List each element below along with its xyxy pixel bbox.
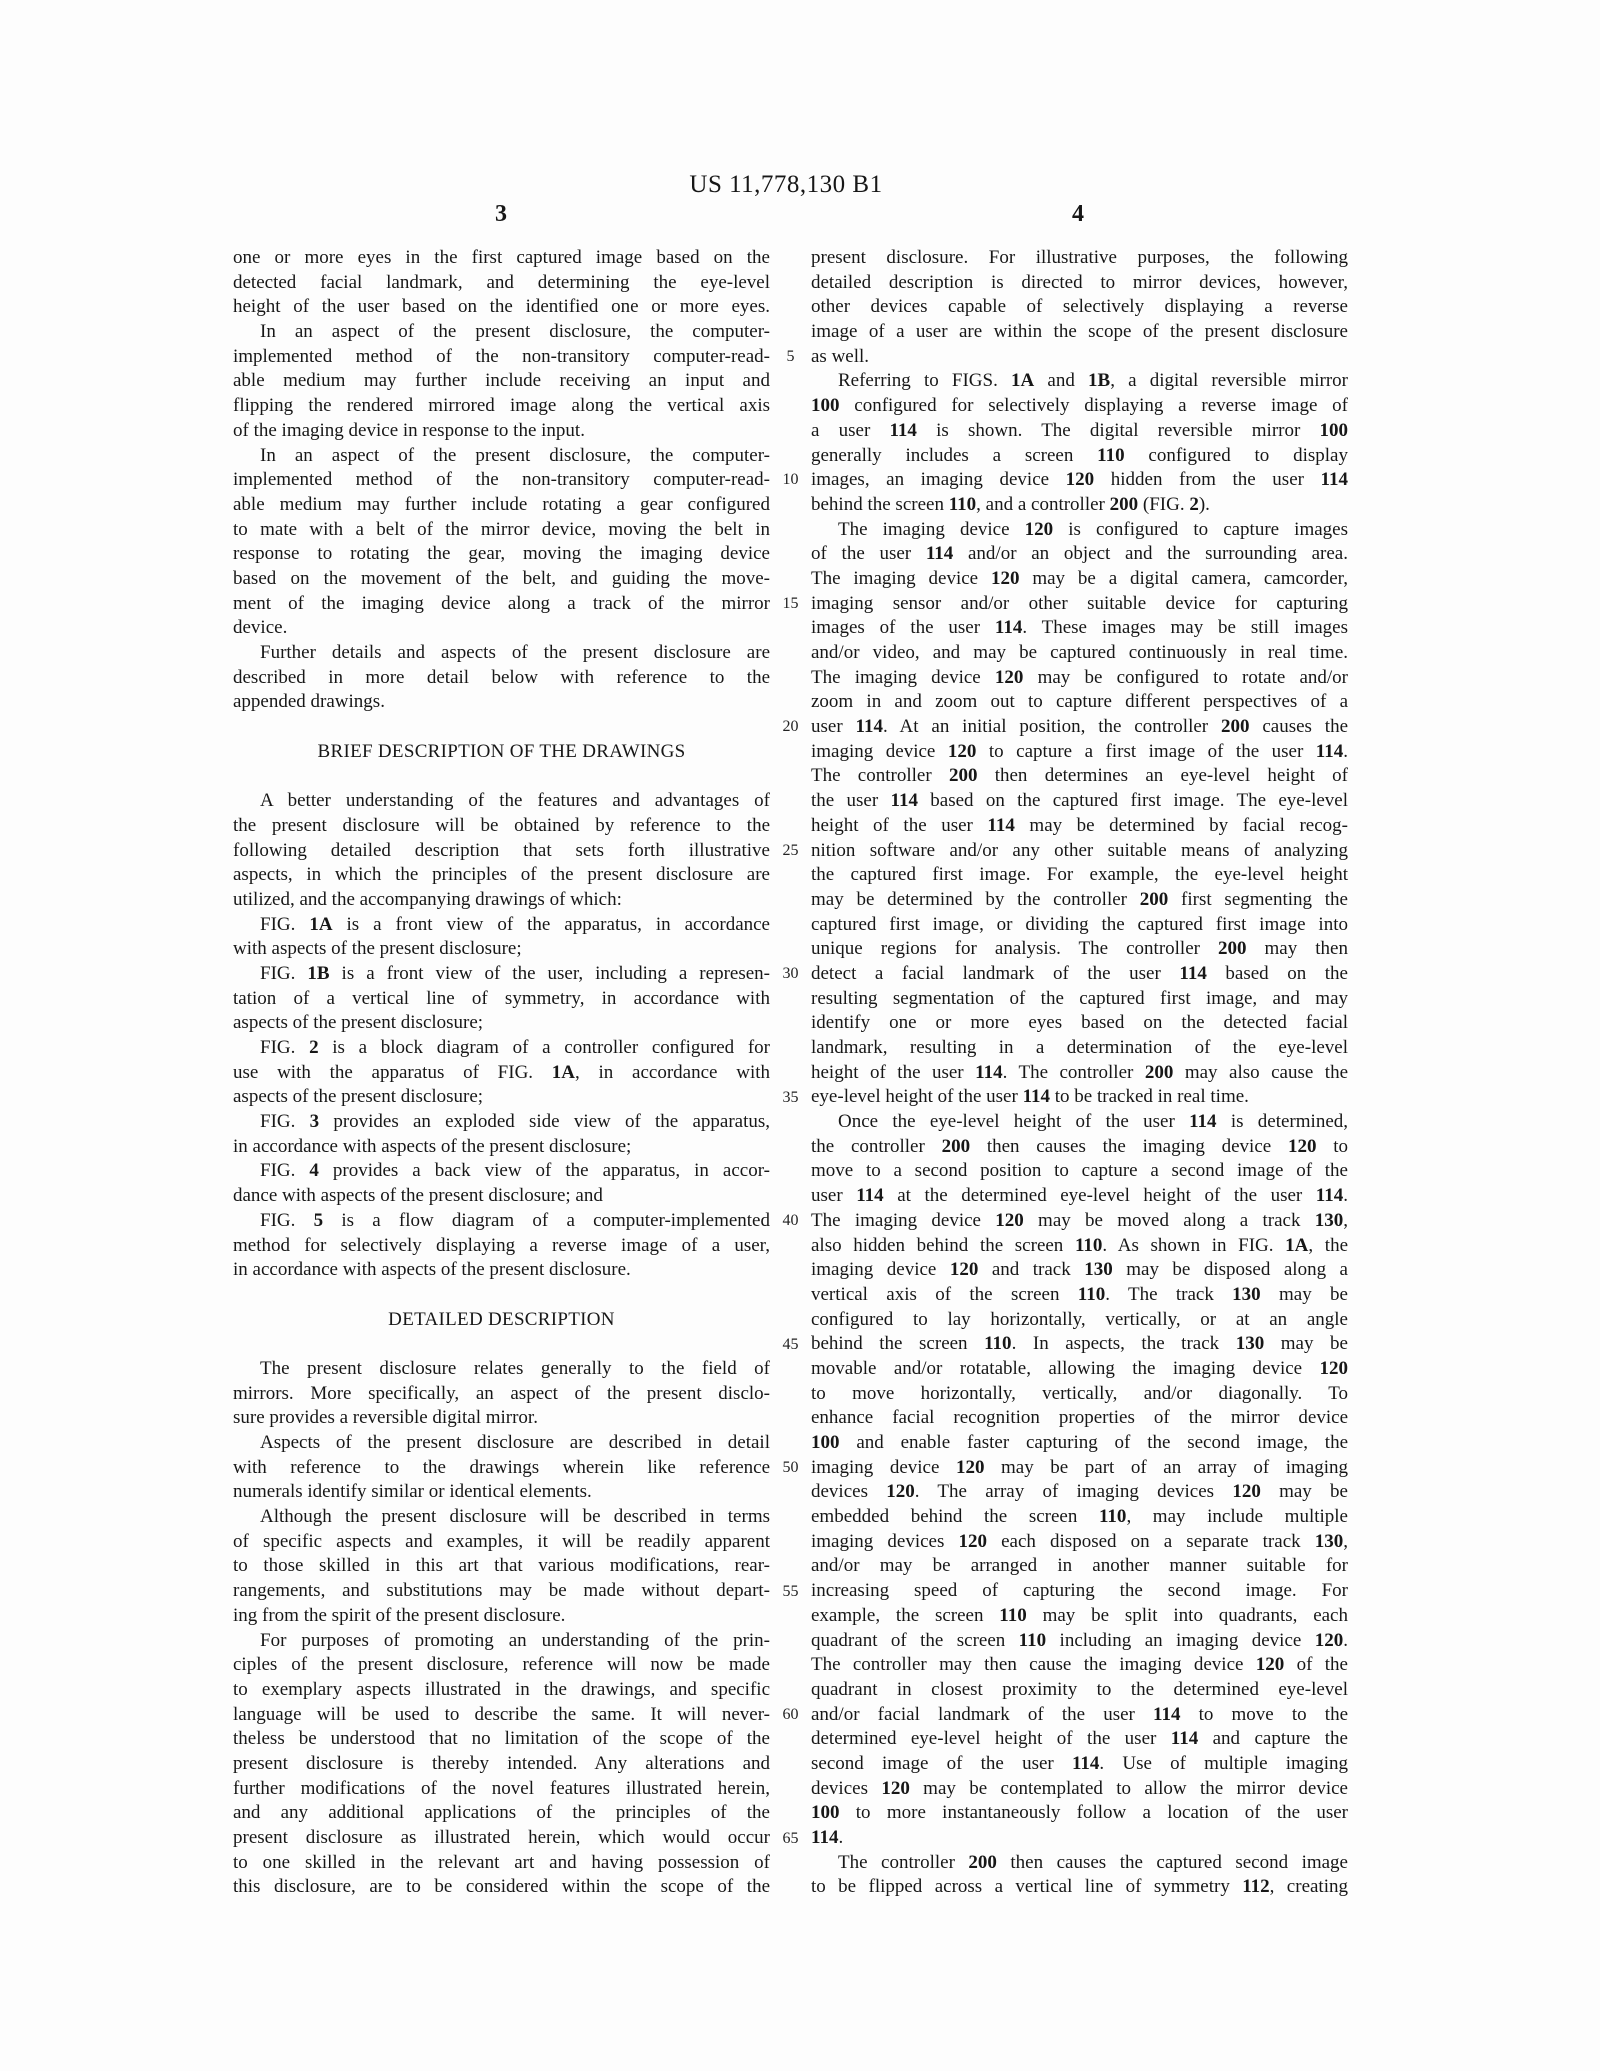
text-line: imaging sensor and/or other suitable device for capturing bbox=[811, 592, 1348, 614]
text-line: of the user 114 and/or an object and the surrounding area. bbox=[811, 543, 1348, 565]
text-line: height of the user based on the identified one or more eyes. bbox=[233, 296, 770, 318]
text-line: height of the user 114 may be determined by facial recog- bbox=[811, 814, 1348, 836]
reference-numeral: 114 bbox=[1315, 1185, 1344, 1207]
text-line: In an aspect of the present disclosure, the computer- bbox=[260, 321, 770, 343]
reference-numeral: 120 bbox=[990, 567, 1020, 589]
text-line: detailed description is directed to mirror devices, however, bbox=[811, 271, 1348, 293]
text-line: generally includes a screen 110 configured to display bbox=[811, 444, 1348, 466]
reference-numeral: 114 bbox=[1315, 740, 1344, 762]
text-line: also hidden behind the screen 110. As shown in FIG. 1A, the bbox=[811, 1234, 1348, 1256]
reference-numeral: 114 bbox=[855, 716, 883, 738]
gutter-line-number: 55 bbox=[782, 1582, 799, 1600]
text-line: The present disclosure relates generally to the field of bbox=[260, 1357, 770, 1379]
text-line: user 114 at the determined eye-level height of the user 114. bbox=[811, 1185, 1348, 1207]
reference-numeral: 200 bbox=[1144, 1061, 1174, 1083]
reference-numeral: 110 bbox=[1097, 444, 1125, 466]
text-line: one or more eyes in the first captured image based on the bbox=[233, 247, 770, 268]
text-line: The imaging device 120 may be a digital camera, camcorder, bbox=[811, 567, 1348, 589]
reference-numeral: 114 bbox=[925, 543, 954, 565]
text-line: configured to lay horizontally, vertically, or at an angle bbox=[811, 1308, 1348, 1330]
reference-numeral: 130 bbox=[1232, 1283, 1261, 1305]
text-line: In an aspect of the present disclosure, the computer- bbox=[260, 444, 770, 466]
text-line: The controller 200 then causes the captured second image bbox=[838, 1851, 1348, 1873]
text-line: 100 to more instantaneously follow a location of the user bbox=[811, 1802, 1348, 1824]
text-line: imaging devices 120 each disposed on a separate track 130, bbox=[811, 1530, 1348, 1552]
text-line: The imaging device 120 may be configured to rotate and/or bbox=[811, 666, 1348, 688]
text-line: increasing speed of capturing the second image. For bbox=[811, 1580, 1348, 1602]
text-line: detected facial landmark, and determining the eye-level bbox=[233, 271, 770, 293]
text-line: FIG. 3 provides an exploded side view of the apparatus, bbox=[260, 1111, 770, 1133]
reference-numeral: 5 bbox=[313, 1209, 324, 1231]
reference-numeral: 130 bbox=[1314, 1530, 1344, 1552]
text-line: implemented method of the non-transitory computer-read- bbox=[233, 345, 770, 367]
text-line: described in more detail below with reference to the bbox=[233, 666, 770, 688]
reference-numeral: 110 bbox=[1074, 1234, 1103, 1256]
text-line: with aspects of the present disclosure; bbox=[233, 938, 522, 960]
text-line: FIG. 2 is a block diagram of a controller configured for bbox=[260, 1037, 770, 1058]
gutter-line-number: 50 bbox=[782, 1459, 799, 1477]
reference-numeral: 130 bbox=[1084, 1259, 1113, 1281]
gutter-line-number: 35 bbox=[782, 1088, 799, 1106]
text-line: flipping the rendered mirrored image along the vertical axis bbox=[233, 395, 770, 417]
text-line: device. bbox=[233, 617, 288, 639]
reference-numeral: 1A bbox=[551, 1061, 576, 1083]
reference-numeral: 120 bbox=[994, 666, 1024, 688]
blank-line bbox=[233, 715, 770, 740]
text-line: method for selectively displaying a reverse image of a user, bbox=[233, 1234, 770, 1256]
reference-numeral: 200 bbox=[1109, 493, 1139, 515]
text-line: nition software and/or any other suitable means of analyzing bbox=[811, 839, 1348, 861]
reference-numeral: 1B bbox=[307, 962, 330, 984]
reference-numeral: 1B bbox=[1088, 370, 1111, 392]
text-line: appended drawings. bbox=[233, 691, 385, 713]
reference-numeral: 3 bbox=[309, 1111, 320, 1133]
gutter-line-number: 10 bbox=[782, 471, 799, 489]
reference-numeral: 114 bbox=[1179, 962, 1207, 984]
text-line: embedded behind the screen 110, may include multiple bbox=[811, 1506, 1348, 1528]
text-line: aspects of the present disclosure; bbox=[233, 1086, 484, 1108]
reference-numeral: 114 bbox=[994, 617, 1023, 639]
section-heading: DETAILED DESCRIPTION bbox=[388, 1308, 615, 1330]
text-line: zoom in and zoom out to capture different perspectives of a bbox=[811, 691, 1348, 713]
text-line: to one skilled in the relevant art and having possession of bbox=[233, 1851, 770, 1873]
reference-numeral: 120 bbox=[1024, 518, 1054, 540]
text-line: user 114. At an initial position, the controller 200 causes the bbox=[811, 716, 1348, 738]
reference-numeral: 200 bbox=[1139, 888, 1169, 910]
reference-numeral: 120 bbox=[955, 1456, 985, 1478]
text-line: FIG. 4 provides a back view of the apparatus, in accor- bbox=[260, 1160, 770, 1182]
reference-numeral: 114 bbox=[1153, 1703, 1181, 1725]
text-line: theless be understood that no limitation of the scope of the bbox=[233, 1728, 770, 1750]
text-line: this disclosure, are to be considered within the scope of the bbox=[233, 1876, 770, 1898]
reference-numeral: 114 bbox=[1320, 469, 1348, 491]
text-line: dance with aspects of the present disclosure; and bbox=[233, 1185, 603, 1207]
reference-numeral: 114 bbox=[889, 419, 917, 441]
text-line: move to a second position to capture a second image of the bbox=[811, 1160, 1348, 1182]
text-line: A better understanding of the features and advantages of bbox=[260, 790, 770, 812]
text-line: the user 114 based on the captured first image. The eye-level bbox=[811, 790, 1348, 812]
text-line: to those skilled in this art that various modifications, rear- bbox=[233, 1555, 770, 1577]
text-line: following detailed description that sets forth illustrative bbox=[233, 839, 770, 861]
text-line: of specific aspects and examples, it will be readily apparent bbox=[233, 1530, 770, 1552]
reference-numeral: 110 bbox=[999, 1604, 1027, 1626]
text-line: FIG. 1B is a front view of the user, including a represen- bbox=[260, 962, 770, 984]
blank-line bbox=[233, 1283, 770, 1308]
text-line: in accordance with aspects of the present disclosure. bbox=[233, 1259, 631, 1281]
reference-numeral: 110 bbox=[1098, 1506, 1127, 1528]
reference-numeral: 200 bbox=[1220, 716, 1250, 738]
reference-numeral: 100 bbox=[1319, 419, 1348, 441]
text-line: and/or facial landmark of the user 114 to move to the bbox=[811, 1703, 1348, 1725]
text-line: Once the eye-level height of the user 114 is determined, bbox=[838, 1111, 1348, 1133]
gutter-line-number: 65 bbox=[782, 1829, 799, 1847]
text-line: detect a facial landmark of the user 114 based on the bbox=[811, 962, 1348, 984]
reference-numeral: 114 bbox=[1170, 1728, 1199, 1750]
reference-numeral: 114 bbox=[975, 1061, 1003, 1083]
text-line: aspects of the present disclosure; bbox=[233, 1012, 484, 1034]
text-line: behind the screen 110. In aspects, the track 130 may be bbox=[811, 1333, 1348, 1355]
text-line: based on the movement of the belt, and guiding the move- bbox=[233, 567, 770, 589]
text-line: other devices capable of selectively displaying a reverse bbox=[811, 296, 1348, 318]
text-line: a user 114 is shown. The digital reversible mirror 100 bbox=[811, 419, 1348, 441]
reference-numeral: 120 bbox=[886, 1481, 915, 1503]
text-line: FIG. 5 is a flow diagram of a computer-implemented bbox=[260, 1209, 770, 1231]
gutter-line-number: 30 bbox=[782, 965, 799, 983]
text-line: with reference to the drawings wherein like reference bbox=[233, 1456, 770, 1478]
reference-numeral: 200 bbox=[948, 765, 978, 787]
text-line: resulting segmentation of the captured first image, and may bbox=[811, 987, 1348, 1009]
column-number-4: 4 bbox=[1072, 201, 1084, 227]
text-line: present disclosure is thereby intended. Any alterations and bbox=[233, 1752, 770, 1774]
gutter-line-number: 40 bbox=[782, 1212, 799, 1230]
text-line: 100 configured for selectively displaying a reverse image of bbox=[811, 395, 1348, 417]
text-line: imaging device 120 and track 130 may be disposed along a bbox=[811, 1259, 1348, 1281]
reference-numeral: 110 bbox=[948, 493, 977, 515]
text-line: further modifications of the novel features illustrated herein, bbox=[233, 1777, 770, 1799]
reference-numeral: 120 bbox=[1314, 1629, 1344, 1651]
text-line: vertical axis of the screen 110. The track 130 may be bbox=[811, 1283, 1348, 1305]
blank-line bbox=[233, 1332, 770, 1357]
text-line: identify one or more eyes based on the detected facial bbox=[811, 1012, 1348, 1034]
reference-numeral: 114 bbox=[1071, 1752, 1100, 1774]
text-line: utilized, and the accompanying drawings of which: bbox=[233, 888, 622, 910]
text-line: devices 120 may be contemplated to allow the mirror device bbox=[811, 1777, 1348, 1799]
text-line: of the imaging device in response to the input. bbox=[233, 419, 585, 441]
text-line: response to rotating the gear, moving the imaging device bbox=[233, 543, 770, 565]
reference-numeral: 100 bbox=[811, 1802, 840, 1824]
text-line: numerals identify similar or identical elements. bbox=[233, 1481, 592, 1503]
text-line: images, an imaging device 120 hidden from the user 114 bbox=[811, 469, 1348, 491]
reference-numeral: 114 bbox=[890, 790, 918, 812]
reference-numeral: 120 bbox=[995, 1209, 1024, 1231]
reference-numeral: 114 bbox=[987, 814, 1015, 836]
text-line: captured first image, or dividing the captured first image into bbox=[811, 913, 1348, 935]
text-line: to be flipped across a vertical line of symmetry 112, creating bbox=[811, 1876, 1348, 1898]
reference-numeral: 130 bbox=[1235, 1333, 1265, 1355]
reference-numeral: 120 bbox=[881, 1777, 910, 1799]
text-line: ing from the spirit of the present disclosure. bbox=[233, 1604, 566, 1626]
reference-numeral: 110 bbox=[984, 1333, 1012, 1355]
text-line: able medium may further include receiving an input and bbox=[233, 370, 770, 392]
text-line: 100 and enable faster capturing of the second image, the bbox=[811, 1432, 1348, 1453]
reference-numeral: 114 bbox=[856, 1185, 884, 1207]
column-3-text bbox=[233, 246, 770, 1900]
text-line: Further details and aspects of the present disclosure are bbox=[260, 642, 770, 663]
text-line: ment of the imaging device along a track of the mirror bbox=[233, 592, 770, 614]
text-line: For purposes of promoting an understanding of the prin- bbox=[260, 1629, 770, 1651]
reference-numeral: 200 bbox=[1218, 938, 1247, 960]
text-line: the present disclosure will be obtained by reference to the bbox=[233, 814, 770, 836]
reference-numeral: 114 bbox=[811, 1827, 839, 1848]
reference-numeral: 120 bbox=[947, 740, 977, 762]
text-line: in accordance with aspects of the present disclosure; bbox=[233, 1135, 632, 1157]
reference-numeral: 114 bbox=[1189, 1111, 1217, 1133]
text-line: to move horizontally, vertically, and/or diagonally. To bbox=[811, 1382, 1348, 1404]
text-line: The imaging device 120 may be moved along a track 130, bbox=[811, 1209, 1348, 1231]
reference-numeral: 2 bbox=[1189, 493, 1199, 515]
line-number-gutter bbox=[770, 246, 811, 1900]
reference-numeral: 200 bbox=[941, 1135, 971, 1157]
gutter-line-number: 25 bbox=[782, 841, 799, 859]
text-line: use with the apparatus of FIG. 1A, in accordance with bbox=[233, 1061, 770, 1083]
text-line: Aspects of the present disclosure are described in detail bbox=[260, 1432, 770, 1453]
text-line: behind the screen 110, and a controller 200 (FIG. 2). bbox=[811, 493, 1210, 515]
text-line: the controller 200 then causes the imaging device 120 to bbox=[811, 1135, 1348, 1157]
text-line: enhance facial recognition properties of the mirror device bbox=[811, 1407, 1348, 1429]
text-line: able medium may further include rotating a gear configured bbox=[233, 493, 770, 515]
reference-numeral: 1A bbox=[309, 913, 333, 935]
text-line: second image of the user 114. Use of multiple imaging bbox=[811, 1752, 1348, 1774]
reference-numeral: 120 bbox=[1232, 1481, 1261, 1503]
reference-numeral: 120 bbox=[1065, 469, 1095, 491]
text-line: devices 120. The array of imaging devices 120 may be bbox=[811, 1481, 1348, 1503]
text-line: The controller may then cause the imaging device 120 of the bbox=[811, 1654, 1348, 1676]
reference-numeral: 110 bbox=[1018, 1629, 1047, 1651]
text-line: and any additional applications of the principles of the bbox=[233, 1802, 770, 1824]
text-line: The imaging device 120 is configured to capture images bbox=[838, 518, 1348, 540]
text-line: Referring to FIGS. 1A and 1B, a digital reversible mirror bbox=[838, 370, 1348, 392]
text-line: image of a user are within the scope of the present disclosure bbox=[811, 321, 1348, 343]
reference-numeral: 112 bbox=[1242, 1876, 1270, 1898]
text-line: as well. bbox=[811, 345, 870, 367]
reference-numeral: 2 bbox=[309, 1037, 319, 1058]
reference-numeral: 200 bbox=[968, 1851, 997, 1873]
text-line: rangements, and substitutions may be made without depart- bbox=[233, 1580, 770, 1602]
gutter-line-number: 5 bbox=[786, 347, 795, 365]
text-line: example, the screen 110 may be split into quadrants, each bbox=[811, 1604, 1348, 1626]
text-line: Although the present disclosure will be described in terms bbox=[260, 1506, 770, 1528]
text-line: and/or may be arranged in another manner suitable for bbox=[811, 1555, 1348, 1577]
text-line: implemented method of the non-transitory computer-read- bbox=[233, 469, 770, 491]
text-line: and/or video, and may be captured continuously in real time. bbox=[811, 642, 1348, 663]
gutter-line-number: 60 bbox=[782, 1706, 799, 1724]
reference-numeral: 130 bbox=[1314, 1209, 1344, 1231]
reference-numeral: 4 bbox=[309, 1160, 319, 1182]
reference-numeral: 100 bbox=[811, 1432, 840, 1453]
text-line: height of the user 114. The controller 200 may also cause the bbox=[811, 1061, 1348, 1083]
text-line: landmark, resulting in a determination of the eye-level bbox=[811, 1037, 1348, 1058]
text-line: quadrant in closest proximity to the determined eye-level bbox=[811, 1678, 1348, 1700]
text-line: language will be used to describe the same. It will never- bbox=[233, 1703, 770, 1725]
patent-text-area bbox=[233, 246, 1348, 1900]
reference-numeral: 120 bbox=[1319, 1357, 1348, 1379]
reference-numeral: 1A bbox=[1011, 370, 1035, 392]
text-line: present disclosure as illustrated herein, which would occur bbox=[233, 1827, 770, 1848]
text-line: to mate with a belt of the mirror device, moving the belt in bbox=[233, 518, 770, 540]
reference-numeral: 120 bbox=[958, 1530, 987, 1552]
text-line: tation of a vertical line of symmetry, in accordance with bbox=[233, 987, 770, 1009]
text-line: unique regions for analysis. The controller 200 may then bbox=[811, 938, 1348, 960]
reference-numeral: 120 bbox=[949, 1259, 979, 1281]
text-line: mirrors. More specifically, an aspect of the present disclo- bbox=[233, 1382, 770, 1404]
gutter-line-number: 15 bbox=[782, 594, 799, 612]
reference-numeral: 120 bbox=[1287, 1135, 1317, 1157]
gutter-line-number: 45 bbox=[782, 1335, 799, 1353]
text-line: FIG. 1A is a front view of the apparatus, in accordance bbox=[260, 913, 770, 935]
text-line: imaging device 120 may be part of an array of imaging bbox=[811, 1456, 1348, 1478]
gutter-line-number: 20 bbox=[782, 718, 799, 736]
text-line: present disclosure. For illustrative purposes, the following bbox=[811, 247, 1348, 268]
text-line: imaging device 120 to capture a first image of the user 114. bbox=[811, 740, 1348, 762]
column-4-text bbox=[811, 246, 1348, 1900]
text-line: eye-level height of the user 114 to be tracked in real time. bbox=[811, 1086, 1249, 1108]
reference-numeral: 120 bbox=[1255, 1654, 1285, 1676]
section-heading: BRIEF DESCRIPTION OF THE DRAWINGS bbox=[317, 740, 686, 762]
column-number-3: 3 bbox=[495, 201, 507, 227]
text-line: images of the user 114. These images may be still images bbox=[811, 617, 1348, 639]
reference-numeral: 114 bbox=[1022, 1086, 1051, 1108]
text-line: quadrant of the screen 110 including an imaging device 120. bbox=[811, 1629, 1348, 1651]
text-line: 114. bbox=[811, 1827, 844, 1848]
text-line: to exemplary aspects illustrated in the drawings, and specific bbox=[233, 1678, 770, 1700]
text-line: The controller 200 then determines an eye-level height of bbox=[811, 765, 1348, 787]
reference-numeral: 100 bbox=[811, 395, 840, 417]
text-line: aspects, in which the principles of the present disclosure are bbox=[233, 864, 770, 886]
text-line: the captured first image. For example, the eye-level height bbox=[811, 864, 1348, 886]
text-line: movable and/or rotatable, allowing the imaging device 120 bbox=[811, 1357, 1348, 1379]
publication-number: US 11,778,130 B1 bbox=[689, 171, 883, 198]
reference-numeral: 1A bbox=[1285, 1234, 1309, 1256]
text-line: ciples of the present disclosure, reference will now be made bbox=[233, 1654, 770, 1676]
reference-numeral: 110 bbox=[1077, 1283, 1106, 1305]
text-line: sure provides a reversible digital mirror. bbox=[233, 1407, 538, 1429]
text-line: may be determined by the controller 200 first segmenting the bbox=[811, 888, 1348, 910]
text-line: determined eye-level height of the user 114 and capture the bbox=[811, 1728, 1348, 1750]
blank-line bbox=[233, 764, 770, 789]
